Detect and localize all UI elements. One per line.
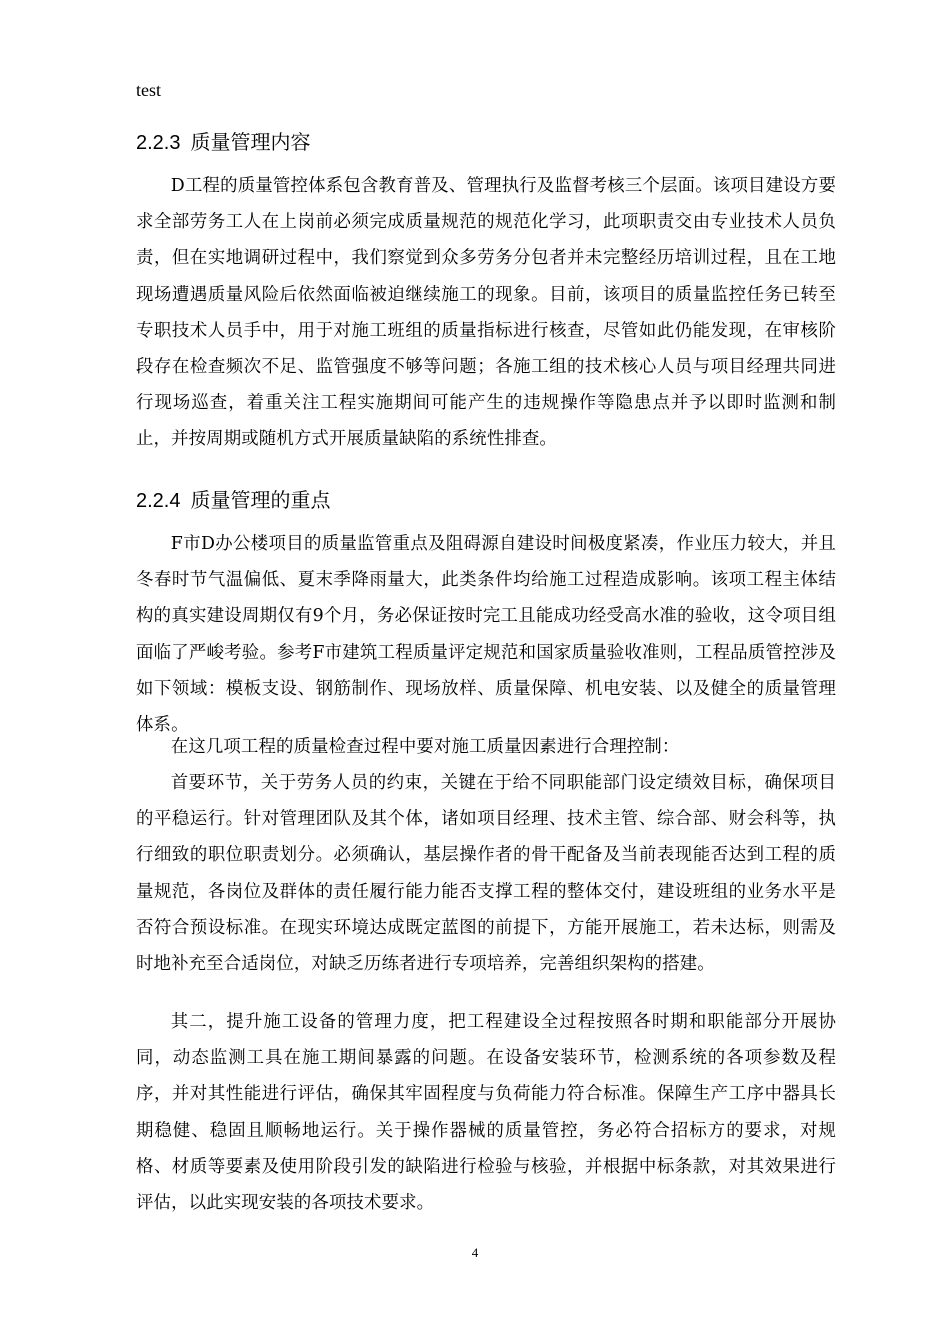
header-text: test [136,80,161,100]
section-heading-2-2-4 [136,488,330,514]
section-number: 2.2.4 [136,490,181,512]
paragraph: F市D办公楼项目的质量监管重点及阻碍源自建设时间极度紧凑，作业压力较大，并且冬春时节气温偏低、夏末季降雨量大，此类条件均给施工过程造成影响。该项工程主体结构的真实建设周期仅有9个月，务必保证按时完工且能成功经受高水准的验收，这令项目组面临了严峻考验。参考F市建筑工程质量评定规范和国家质量验收准则，工程品质管控涉及如下领域：模板支设、钢筋制作、现场放样、质量保障、机电安装、以及健全的质量管理体系。 [136,534,836,736]
paragraph: 其二，提升施工设备的管理力度，把工程建设全过程按照各时期和职能部分开展协同，动态监测工具在施工期间暴露的问题。在设备安装环节，检测系统的各项参数及程序，并对其性能进行评估，确保其牢固程度与负荷能力符合标准。保障生产工序中器具长期稳健、稳固且顺畅地运行。关于操作器械的质量管控，务必符合招标方的要求，对规格、材质等要素及使用阶段引发的缺陷进行检验与核验，并根据中标条款，对其效果进行评估，以此实现安装的各项技术要求。 [136,1012,836,1214]
section-heading-2-2-3 [136,130,310,156]
paragraph: 首要环节，关于劳务人员的约束，关键在于给不同职能部门设定绩效目标，确保项目的平稳运行。针对管理团队及其个体，诸如项目经理、技术主管、综合部、财会科等，执行细致的职位职责划分。必须确认，基层操作者的骨干配备及当前表现能否达到工程的质量规范，各岗位及群体的责任履行能力能否支撑工程的整体交付，建设班组的业务水平是否符合预设标准。在现实环境达成既定蓝图的前提下，方能开展施工，若未达标，则需及时地补充至合适岗位，对缺乏历练者进行专项培养，完善组织架构的搭建。 [136,773,836,975]
section-title: 质量管理内容 [190,132,311,154]
page-number: 4 [471,1245,479,1260]
paragraph: 在这几项工程的质量检查过程中要对施工质量因素进行合理控制： [170,737,680,757]
paragraph: D工程的质量管控体系包含教育普及、管理执行及监督考核三个层面。该项目建设方要求全部劳务工人在上岗前必须完成质量规范的规范化学习，此项职责交由专业技术人员负责，但在实地调研过程中，我们察觉到众多劳务分包者并未完整经历培训过程，且在工地现场遭遇质量风险后依然面临被迫继续施工的现象。目前，该项目的质量监控任务已转至专职技术人员手中，用于对施工班组的质量指标进行核查，尽管如此仍能发现，在审核阶段存在检查频次不足、监管强度不够等问题；各施工组的技术核心人员与项目经理共同进行现场巡查，着重关注工程实施期间可能产生的违规操作等隐患点并予以即时监测和制止，并按周期或随机方式开展质量缺陷的系统性排查。 [136,176,836,450]
section-title: 质量管理的重点 [190,490,331,512]
section-number: 2.2.3 [136,132,181,154]
